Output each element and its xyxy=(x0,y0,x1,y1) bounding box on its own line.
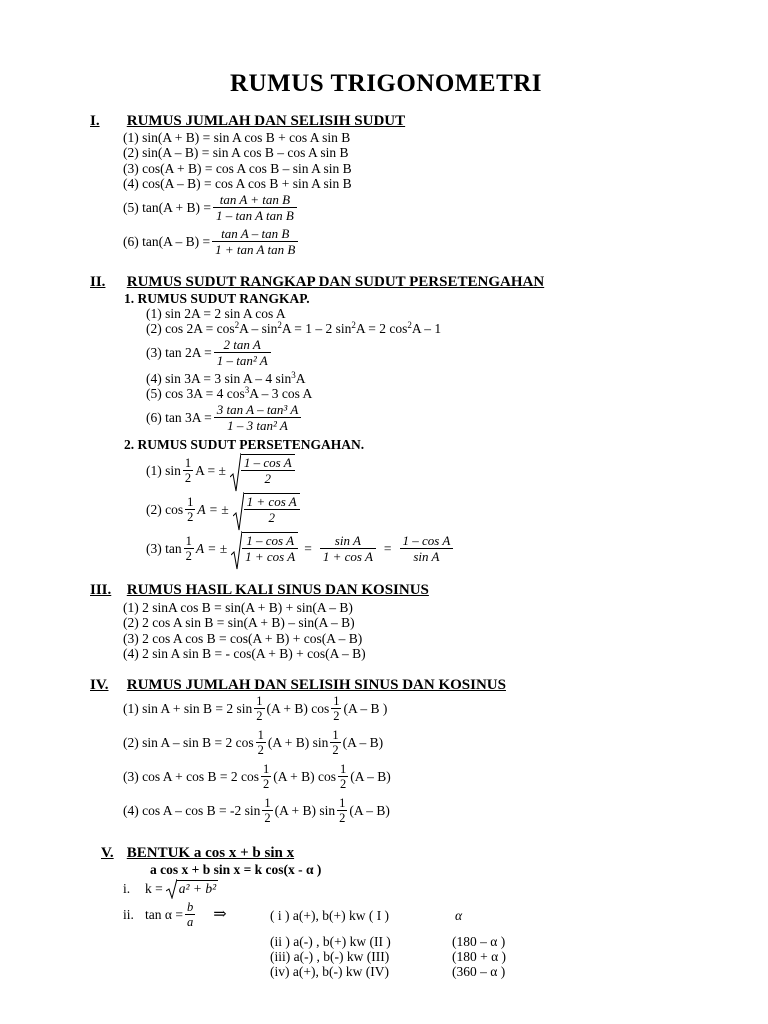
denominator: a xyxy=(186,915,194,929)
text-part: k = xyxy=(145,880,163,896)
denominator: sin A xyxy=(413,548,440,564)
section-number: IV. xyxy=(90,677,109,693)
denominator: 2 xyxy=(185,548,192,563)
square-root xyxy=(166,880,218,896)
numerator: 1 xyxy=(185,533,192,548)
text-part: (2) sin A – sin B = 2 cos xyxy=(123,735,254,750)
formula-line xyxy=(146,454,295,486)
numerator: 1 xyxy=(339,796,346,810)
numerator: 1 xyxy=(187,494,194,509)
equals-sign: = xyxy=(304,540,312,556)
equals-sign: = xyxy=(383,540,392,556)
text-part: (A – B) xyxy=(342,735,384,750)
exponent: 3 xyxy=(244,385,250,395)
radical-sign-icon xyxy=(231,531,242,571)
text-part: (3) tan xyxy=(146,540,182,556)
denominator: 1 – tan² A xyxy=(216,353,268,368)
text-part: (1) sin xyxy=(146,462,181,478)
formula-line xyxy=(123,796,390,825)
fraction-half xyxy=(184,534,194,563)
text-part: A – 3 cos A xyxy=(249,386,313,401)
fraction xyxy=(185,900,195,929)
text-part: A xyxy=(295,371,306,386)
numerator: 1 xyxy=(264,796,271,810)
formula-line xyxy=(123,900,227,929)
formula-line: (1) 2 sinA cos B = sin(A + B) + sin(A – B) xyxy=(123,600,353,615)
exponent: 3 xyxy=(291,370,296,380)
numerator: 1 xyxy=(333,694,340,708)
text-part: (A – B) xyxy=(350,769,391,784)
text-part: (3) cos A + cos B = 2 cos xyxy=(123,769,259,784)
formula-line xyxy=(123,226,300,257)
denominator: 2 xyxy=(262,777,270,791)
fraction-half xyxy=(254,694,264,723)
text-part: (2) cos 2A = cos xyxy=(146,321,235,336)
fraction xyxy=(244,494,300,525)
quadrant-angle: (360 – α ) xyxy=(452,964,506,979)
formula-lhs: (3) tan 2A = xyxy=(146,345,212,360)
formula-line: (3) cos(A + B) = cos A cos B – sin A sin B xyxy=(123,161,352,176)
fraction xyxy=(241,455,295,486)
section-title: RUMUS HASIL KALI SINUS DAN KOSINUS xyxy=(126,582,429,598)
text-part: (2) cos xyxy=(146,501,184,517)
section-5-formula: a cos x + b sin x = k cos(x - α ) xyxy=(150,862,322,877)
formula-line xyxy=(123,728,383,757)
section-2-heading xyxy=(90,274,544,291)
fraction-half xyxy=(331,694,341,723)
denominator: 2 xyxy=(184,470,192,485)
formula-line xyxy=(123,192,299,223)
fraction xyxy=(320,533,376,564)
denominator: 2 xyxy=(264,471,272,486)
exponent: 2 xyxy=(351,320,356,330)
quadrant-angle: (180 – α ) xyxy=(452,934,506,949)
numerator: 1 – cos A xyxy=(400,533,454,549)
radical-sign-icon xyxy=(166,879,177,899)
radicand: a² + b² xyxy=(178,881,217,896)
text-part: A = 1 – 2 sin xyxy=(281,321,352,336)
formula-line xyxy=(123,694,387,723)
section-title: RUMUS SUDUT RANGKAP DAN SUDUT PERSETENGAHAN xyxy=(126,274,545,290)
text-part: A = ± xyxy=(197,501,229,517)
fraction-half xyxy=(256,728,266,757)
item-label: i. xyxy=(123,880,131,896)
formula-line xyxy=(146,321,441,336)
formula-lhs: (6) tan(A – B) = xyxy=(123,234,211,249)
denominator: 2 xyxy=(264,811,271,825)
quadrant-angle: (180 + α ) xyxy=(452,949,507,964)
quadrant-rule: (iv) a(+), b(-) kw (IV) xyxy=(270,964,389,979)
section-title: BENTUK a cos x + b sin x xyxy=(126,845,295,861)
formula-line xyxy=(146,493,300,525)
item-label: ii. xyxy=(123,907,134,922)
subsection-heading: 2. RUMUS SUDUT PERSETENGAHAN. xyxy=(124,437,365,452)
numerator: 1 + cos A xyxy=(244,494,300,510)
formula-line: (4) 2 sin A sin B = - cos(A + B) + cos(A – B) xyxy=(123,646,366,661)
quadrant-rule: (iii) a(-) , b(-) kw (III) xyxy=(270,949,390,964)
formula-line: (1) sin(A + B) = sin A cos B + cos A sin B xyxy=(123,130,351,145)
section-number: III. xyxy=(90,582,112,598)
text-part: (A + B) sin xyxy=(274,803,336,818)
numerator: 1 – cos A xyxy=(241,455,295,471)
formula-line xyxy=(146,386,312,401)
formula-line xyxy=(146,532,455,564)
exponent: 2 xyxy=(277,320,282,330)
section-5-heading xyxy=(101,845,294,862)
formula-line xyxy=(123,762,391,791)
exponent: 2 xyxy=(234,320,240,330)
text-part: (A + B) cos xyxy=(266,701,330,716)
formula-line: (4) cos(A – B) = cos A cos B + sin A sin B xyxy=(123,176,352,191)
numerator: 2 tan A xyxy=(214,337,271,353)
text-part: A = ± xyxy=(195,540,228,556)
text-part: (A – B ) xyxy=(343,701,388,716)
section-number: V. xyxy=(101,845,114,861)
fraction xyxy=(214,337,271,368)
quadrant-angle: α xyxy=(455,908,463,923)
formula-line xyxy=(146,371,306,386)
section-number: I. xyxy=(90,113,100,129)
denominator: 1 + cos A xyxy=(245,549,296,564)
formula-line: (1) sin 2A = 2 sin A cos A xyxy=(146,306,286,321)
text-part: (A + B) sin xyxy=(267,735,329,750)
quadrant-rule: (ii ) a(-) , b(+) kw (II ) xyxy=(270,934,391,949)
section-3-heading xyxy=(90,582,429,599)
denominator: 2 xyxy=(268,510,275,525)
denominator: 1 + cos A xyxy=(322,548,373,564)
text-part: (A + B) cos xyxy=(273,769,336,784)
fraction xyxy=(213,192,297,223)
denominator: 2 xyxy=(257,743,264,757)
radical-sign-icon xyxy=(233,492,244,532)
fraction xyxy=(400,533,454,564)
fraction-half xyxy=(337,796,347,825)
section-title: RUMUS JUMLAH DAN SELISIH SUDUT xyxy=(126,113,406,129)
numerator: sin A xyxy=(320,533,376,549)
section-1-heading xyxy=(90,113,405,130)
denominator: 2 xyxy=(333,709,340,723)
numerator: tan A – tan B xyxy=(212,226,298,242)
formula-lhs: (5) tan(A + B) = xyxy=(123,200,211,215)
numerator: 1 xyxy=(256,694,263,708)
numerator: 3 tan A – tan³ A xyxy=(214,402,302,418)
text-part: A = ± xyxy=(195,462,226,478)
formula-line: (2) sin(A – B) = sin A cos B – cos A sin B xyxy=(123,145,349,160)
numerator: 1 – cos A xyxy=(242,533,298,549)
text-part: (4) sin 3A = 3 sin A – 4 sin xyxy=(146,371,292,386)
text-part: tan α = xyxy=(145,907,183,922)
numerator: tan A + tan B xyxy=(213,192,297,208)
page-title: RUMUS TRIGONOMETRI xyxy=(230,70,543,97)
square-root xyxy=(231,532,298,564)
denominator: 2 xyxy=(339,777,347,791)
numerator: 1 xyxy=(257,728,264,742)
denominator: 2 xyxy=(339,811,346,825)
text-part: (5) cos 3A = 4 cos xyxy=(146,386,245,401)
formula-lhs: (6) tan 3A = xyxy=(146,410,212,425)
fraction-half xyxy=(330,728,340,757)
numerator: 1 xyxy=(339,762,347,776)
text-part: A – 1 xyxy=(411,321,442,336)
denominator: 1 – 3 tan² A xyxy=(227,418,288,433)
numerator: 1 xyxy=(332,728,339,742)
fraction xyxy=(214,402,302,433)
text-part: A = 2 cos xyxy=(355,321,408,336)
denominator: 1 – tan A tan B xyxy=(215,208,294,223)
formula-line xyxy=(123,880,218,896)
formula-line xyxy=(146,402,303,433)
numerator: b xyxy=(186,900,194,914)
quadrant-rule: ( i ) a(+), b(+) kw ( I ) xyxy=(270,908,390,923)
formula-line: (3) 2 cos A cos B = cos(A + B) + cos(A – B) xyxy=(123,631,363,646)
implies-arrow-icon: ⇒ xyxy=(213,906,227,923)
fraction-half xyxy=(262,796,272,825)
denominator: 2 xyxy=(187,509,194,524)
fraction xyxy=(212,226,298,257)
section-4-heading xyxy=(90,677,506,694)
section-title: RUMUS JUMLAH DAN SELISIH SINUS DAN KOSINUS xyxy=(126,677,506,693)
formula-line xyxy=(146,337,273,368)
denominator: 2 xyxy=(256,709,263,723)
formula-line: (2) 2 cos A sin B = sin(A + B) – sin(A – B) xyxy=(123,615,355,630)
square-root xyxy=(230,454,295,486)
text-part: (1) sin A + sin B = 2 sin xyxy=(123,701,253,716)
numerator: 1 xyxy=(184,455,192,470)
radical-sign-icon xyxy=(230,453,241,493)
denominator: 1 + tan A tan B xyxy=(215,242,296,257)
denominator: 2 xyxy=(332,743,339,757)
numerator: 1 xyxy=(262,762,270,776)
fraction xyxy=(242,533,298,564)
section-number: II. xyxy=(90,274,106,290)
subsection-heading: 1. RUMUS SUDUT RANGKAP. xyxy=(124,291,310,306)
fraction-half xyxy=(183,456,193,485)
fraction-half xyxy=(338,762,348,791)
fraction-half xyxy=(261,762,271,791)
text-part: (A – B) xyxy=(349,803,390,818)
exponent: 2 xyxy=(407,320,412,330)
text-part: (4) cos A – cos B = -2 sin xyxy=(123,803,261,818)
fraction-half xyxy=(185,495,195,524)
text-part: A – sin xyxy=(239,321,278,336)
square-root xyxy=(233,493,300,525)
